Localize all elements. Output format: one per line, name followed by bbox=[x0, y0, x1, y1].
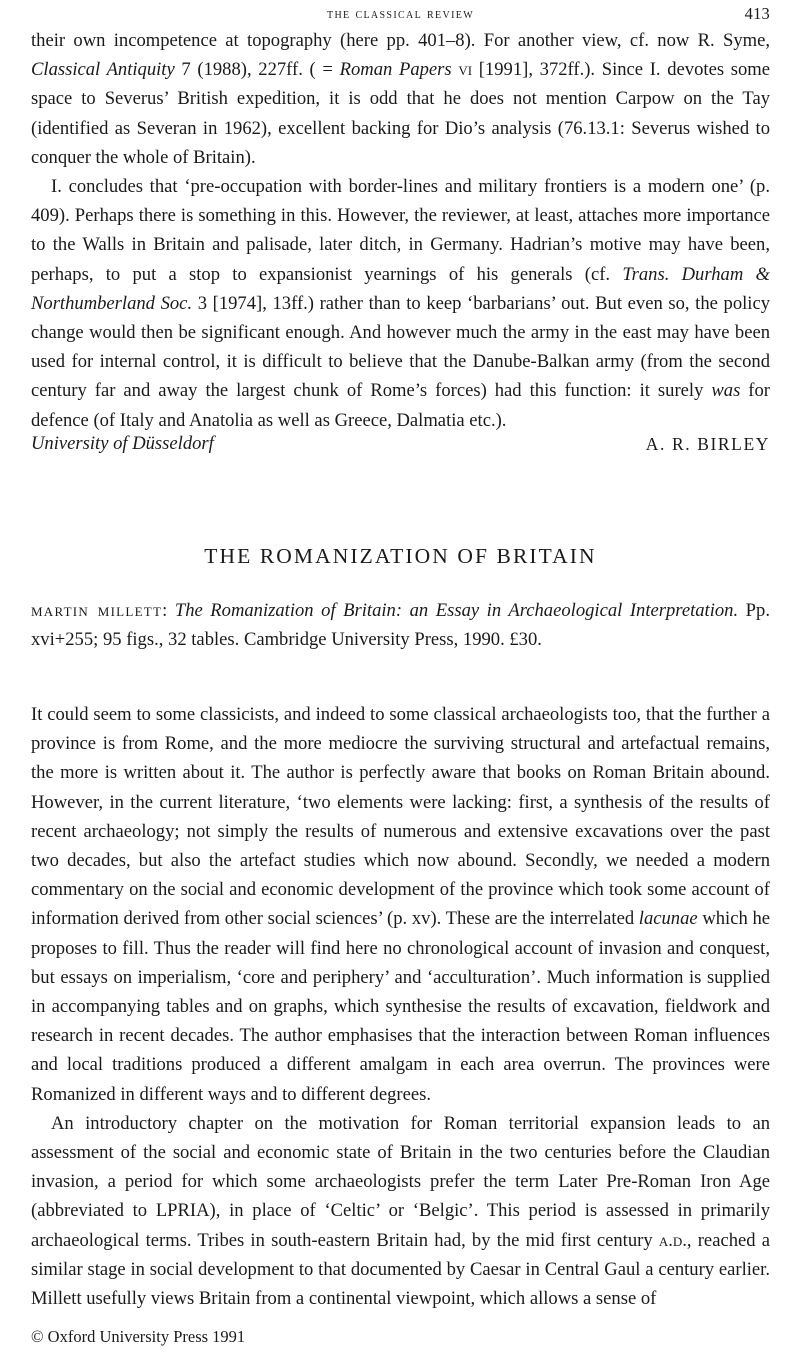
text-run: It could seem to some classicists, and indeed to some classical archaeologists too, that the further a province is from Rome, and the more mediocre the surviving structural and artefactual remains, the more is written about it. The author is perfectly aware that books on Roman Britain abound. However, in the current literature, ‘two elements were lacking: first, a synthesis of the results of recent archaeology; not simply the results of numerous and extensive excavations over the past two decades, but also the artefact studies which now abound. Secondly, we needed a modern commentary on the social and economic development of the province which took some account of information derived from other social sciences’ (p. xv). These are the interrelated bbox=[31, 704, 770, 930]
copyright-footer: © Oxford University Press 1991 bbox=[31, 1327, 246, 1346]
review-body-text bbox=[31, 700, 770, 1313]
text-run: 7 (1988), 227ff. ( = bbox=[174, 59, 340, 81]
text-run: I. concludes that ‘pre-occupation with border-lines and military frontiers is a modern one’ (p. 409). Perhaps there is something in this. However, the reviewer, at least, attaches more importance to the Walls in Britain and palisade, later ditch, in Germany. Hadrian’s motive may have been, perhaps, to put a stop to expansionist yearnings of his generals (cf. bbox=[31, 176, 770, 285]
small-caps-run: a.d. bbox=[658, 1229, 687, 1251]
paragraph bbox=[31, 26, 770, 172]
review-attribution bbox=[31, 430, 770, 458]
italic-run: Classical Antiquity bbox=[31, 59, 175, 81]
running-head-title: the classical review bbox=[326, 6, 475, 22]
small-caps-run: vi bbox=[458, 59, 473, 81]
text-run: their own incompetence at topography (here pp. 401–8). For another view, cf. now R. Syme, bbox=[31, 30, 770, 51]
book-details bbox=[31, 596, 770, 654]
continued-review-text bbox=[31, 26, 770, 435]
text-run: 3 [1974], 13ff.) rather than to keep ‘barbarians’ out. But even so, the policy change would then be significant enough. And however much the army in the east may have been used for internal control, it is difficult to believe that the Danube-Balkan army (from the second century far and away the largest chunk of Rome’s forces) had this function: it surely bbox=[31, 292, 771, 402]
text-run: An introductory chapter on the motivation for Roman territorial expansion leads to an assessment of the social and economic state of Britain in the two centuries before the Claudian invasion, a period for which some archaeologists prefer the term Later Pre-Roman Iron Age (abbreviated to LPRIA), in place of ‘Celtic’ or ‘Belgic’. This period is assessed in primarily archaeological terms. Tribes in south-eastern Britain had, by the mid first century bbox=[31, 1112, 770, 1251]
italic-run: was bbox=[711, 380, 741, 402]
page-number: 413 bbox=[744, 4, 770, 23]
paragraph bbox=[31, 172, 770, 435]
paragraph bbox=[31, 700, 770, 1109]
text-run: which he proposes to fill. Thus the reader will find here no chronological account of invasion and conquest, but essays on imperialism, ‘core and periphery’ and ‘acculturation’. Much information is supplied in accompanying tables and on graphs, which synthesise the results of excavation, fieldwork and research in recent decades. The author emphasises that the interaction between Roman influences and local traditions produced a different amalgam in each area overrun. The provinces were Romanized in different ways and to different degrees. bbox=[31, 908, 770, 1105]
book-title: The Romanization of Britain: an Essay in Archaeological Interpretation. bbox=[174, 600, 739, 621]
italic-run: lacunae bbox=[638, 908, 698, 930]
book-details-separator: : bbox=[162, 600, 175, 621]
reviewer-institution: University of Düsseldorf bbox=[31, 433, 214, 454]
italic-run: Roman Papers bbox=[339, 59, 452, 81]
running-head bbox=[31, 4, 770, 26]
article-title: THE ROMANIZATION OF BRITAIN bbox=[204, 544, 597, 568]
text-run: [1991], 372ff.). Since I. devotes some space to Severus’ British expedition, it is odd that he does not mention Carpow on the Tay (identified as Severan in 1962), excellent backing for Dio’s analysis (76.13.1: Severus wished to conquer the whole of Britain). bbox=[31, 59, 770, 168]
italic-run: Trans. Durham & Northumberland Soc. bbox=[31, 263, 770, 314]
paragraph bbox=[31, 1109, 770, 1313]
reviewer-name: A. R. BIRLEY bbox=[645, 434, 770, 454]
book-pagination: Pp. xvi+255; 95 figs., 32 tables. Cambridge University Press, 1990. £30. bbox=[31, 600, 770, 651]
book-author: martin millett bbox=[31, 600, 163, 621]
text-run: for defence (of Italy and Anatolia as well as Greece, Dalmatia etc.). bbox=[31, 380, 770, 431]
text-run: , reached a similar stage in social development to that documented by Caesar in Central Gaul a century earlier. Millett usefully views Britain from a continental viewpoint, which allows a sense of bbox=[31, 1229, 770, 1310]
